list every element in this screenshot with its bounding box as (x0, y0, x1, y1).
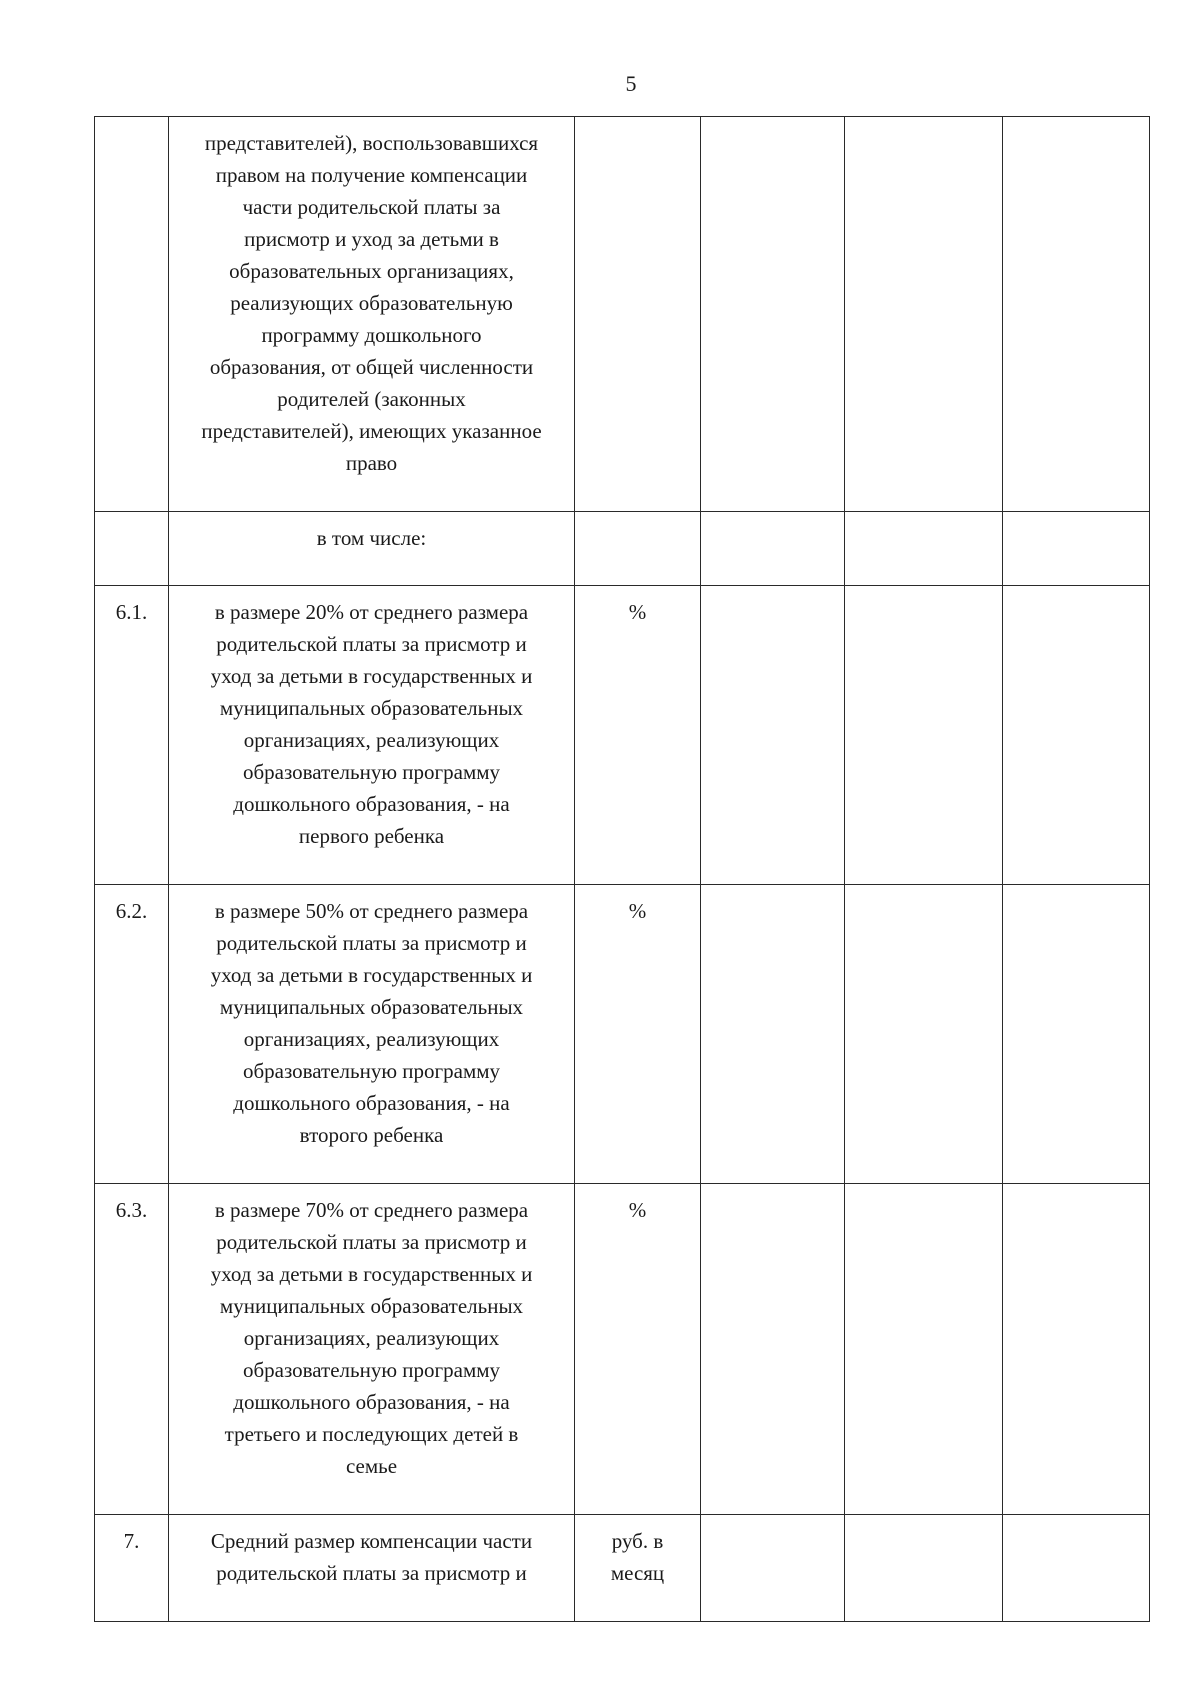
row-description-cell: в том числе: (169, 512, 575, 586)
row-unit-cell (575, 117, 701, 512)
value-cell (701, 117, 845, 512)
indicators-table (94, 116, 1150, 1622)
value-cell (845, 1515, 1003, 1622)
value-cell (845, 885, 1003, 1184)
table-row (95, 1184, 1150, 1515)
value-cell (701, 1515, 845, 1622)
value-cell (701, 1184, 845, 1515)
page-number: 5 (625, 71, 637, 96)
row-description-cell: представителей), воспользовавшихся правом на получение компенсации части родительской платы за присмотр и уход за детьми в образовательных организациях, реализующих образовательную программу дошкольного образования, от общей численности родителей (законных представителей), имеющих указанное право (169, 117, 575, 512)
row-description-cell: в размере 50% от среднего размера родительской платы за присмотр и уход за детьми в государственных и муниципальных образовательных организациях, реализующих образовательную программу дошкольного образования, - на второго ребенка (169, 885, 575, 1184)
row-number-cell: 6.1. (95, 586, 169, 885)
value-cell (1003, 586, 1150, 885)
row-unit-cell: % (575, 1184, 701, 1515)
row-number-cell: 7. (95, 1515, 169, 1622)
table-row (95, 586, 1150, 885)
value-cell (1003, 117, 1150, 512)
value-cell (701, 885, 845, 1184)
row-description-cell: Средний размер компенсации части родительской платы за присмотр и (169, 1515, 575, 1622)
value-cell (1003, 512, 1150, 586)
table-row (95, 1515, 1150, 1622)
value-cell (1003, 1184, 1150, 1515)
value-cell (845, 1184, 1003, 1515)
row-unit-cell: руб. в месяц (575, 1515, 701, 1622)
value-cell (1003, 1515, 1150, 1622)
value-cell (701, 586, 845, 885)
value-cell (1003, 885, 1150, 1184)
value-cell (845, 512, 1003, 586)
row-unit-cell: % (575, 885, 701, 1184)
table-row (95, 117, 1150, 512)
value-cell (845, 117, 1003, 512)
row-description-cell: в размере 70% от среднего размера родительской платы за присмотр и уход за детьми в государственных и муниципальных образовательных организациях, реализующих образовательную программу дошкольного образования, - на третьего и последующих детей в семье (169, 1184, 575, 1515)
row-number-cell: 6.2. (95, 885, 169, 1184)
row-description-cell: в размере 20% от среднего размера родительской платы за присмотр и уход за детьми в государственных и муниципальных образовательных организациях, реализующих образовательную программу дошкольного образования, - на первого ребенка (169, 586, 575, 885)
row-unit-cell (575, 512, 701, 586)
row-number-cell (95, 512, 169, 586)
row-unit-cell: % (575, 586, 701, 885)
value-cell (701, 512, 845, 586)
value-cell (845, 586, 1003, 885)
table-row (95, 885, 1150, 1184)
row-number-cell: 6.3. (95, 1184, 169, 1515)
table-row (95, 512, 1150, 586)
row-number-cell (95, 117, 169, 512)
